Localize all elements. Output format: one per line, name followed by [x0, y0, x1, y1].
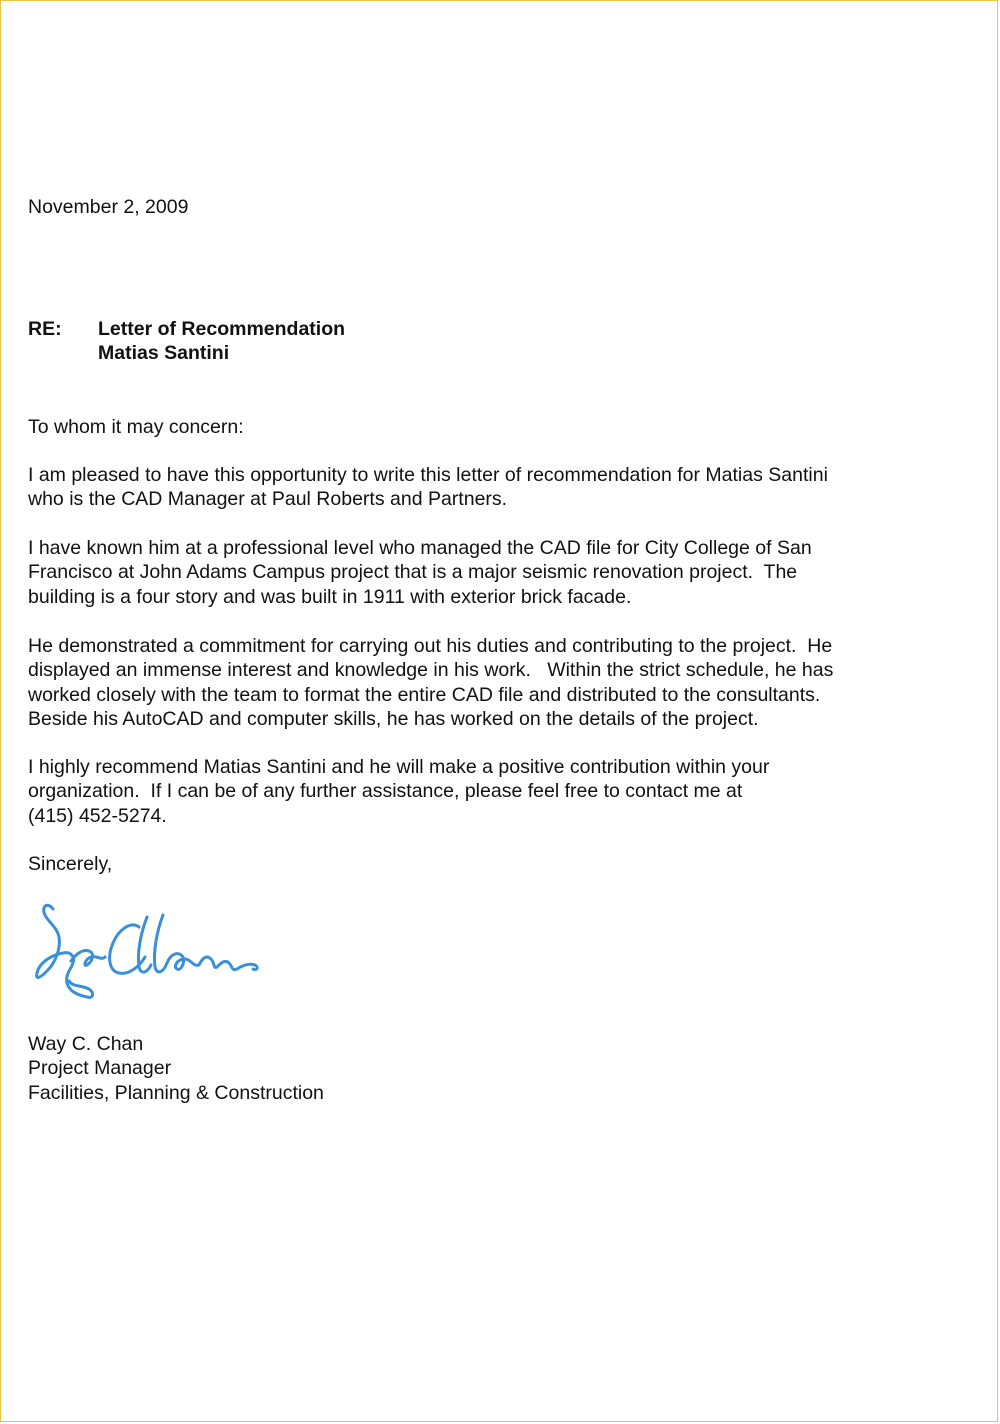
signature-stroke [237, 964, 257, 969]
signature-image [29, 897, 265, 1009]
signature-stroke [71, 950, 105, 965]
paragraph-line: I am pleased to have this opportunity to write this letter of recommendation for Matias Santini [28, 464, 828, 486]
paragraph-line: I have known him at a professional level who managed the CAD file for City College of San [28, 537, 812, 559]
paragraph-line: organization. If I can be of any further assistance, please feel free to contact me at [28, 780, 743, 803]
signer-title: Project Manager [28, 1057, 172, 1080]
signature-stroke [167, 954, 199, 970]
paragraph-line: I highly recommend Matias Santini and he will make a positive contribution within your [28, 756, 770, 778]
salutation: To whom it may concern: [28, 416, 244, 438]
re-subject: Letter of Recommendation [98, 318, 346, 340]
paragraph-line: (415) 452-5274. [28, 804, 167, 827]
closing: Sincerely, [28, 853, 113, 875]
paragraph-line: worked closely with the team to format the entire CAD file and distributed to the consultants. [28, 683, 821, 706]
paragraph-line: who is the CAD Manager at Paul Roberts and Partners. [28, 488, 508, 511]
signer-department: Facilities, Planning & Construction [28, 1081, 324, 1104]
letter-date: November 2, 2009 [28, 196, 189, 218]
re-label: RE: [28, 318, 62, 340]
paragraph-line: displayed an immense interest and knowledge in his work. Within the strict schedule, he has [28, 659, 834, 682]
re-name: Matias Santini [98, 342, 230, 365]
paragraph-line: building is a four story and was built in 1911 with exterior brick facade. [28, 585, 632, 608]
paragraph-line: He demonstrated a commitment for carrying out his duties and contributing to the project. He [28, 635, 833, 657]
signature-stroke [199, 957, 237, 970]
signer-name: Way C. Chan [28, 1033, 144, 1055]
signature-stroke [154, 915, 167, 972]
paragraph-line: Francisco at John Adams Campus project that is a major seismic renovation project. The [28, 561, 798, 584]
paragraph-line: Beside his AutoCAD and computer skills, he has worked on the details of the project. [28, 708, 759, 731]
